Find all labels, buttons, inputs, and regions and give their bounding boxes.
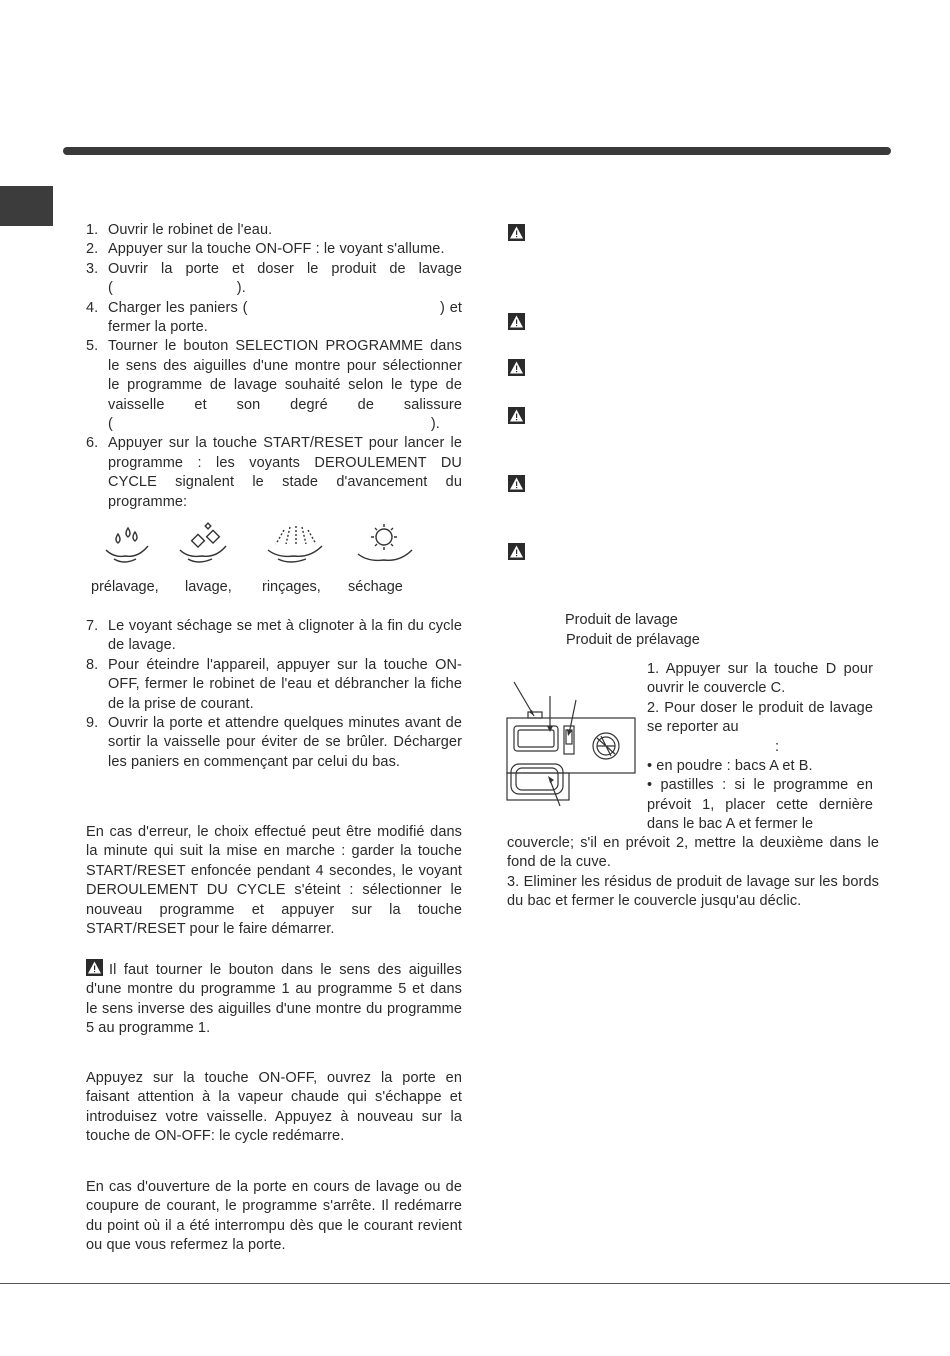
list-item: 3. Ouvrir la porte et doser le produit de lavage ( ). — [86, 260, 462, 297]
list-item: 2. Appuyer sur la touche ON-OFF : le voyant s'allume. — [86, 241, 445, 258]
list-item: 5. Tourner le bouton SELECTION PROGRAMME dans le sens des aiguilles d'une montre pour sélectionner le programme de lavage souhaité selon le type de vaisselle et son degré de salissure ( ). — [86, 338, 462, 433]
language-tab — [0, 186, 53, 226]
dispenser-instructions-full: couvercle; s'il en prévoit 2, mettre la deuxième dans le fond de la cuve. 3. Eliminer les résidus de produit de lavage sur les bords du bac et fermer le couvercle jusqu'au déclic. — [507, 835, 879, 910]
onoff-paragraph: Appuyez sur la touche ON-OFF, ouvrez la porte en faisant attention à la vapeur chaude qui s'échappe et introduisez votre vaisselle. Appuyez à nouveau sur la touche de ON-OFF: le cycle redémarre. — [86, 1070, 462, 1145]
list-item: 1. Ouvrir le robinet de l'eau. — [86, 222, 273, 238]
prewash-drops-icon — [102, 522, 154, 568]
footer-rule — [0, 1283, 950, 1284]
wash-icon — [176, 522, 236, 568]
list-item: 8. Pour éteindre l'appareil, appuyer sur la touche ON-OFF, fermer le robinet de l'eau et débrancher la fiche de la prise de courant. — [86, 656, 462, 712]
header-rule — [63, 147, 891, 155]
cycle-icons-row — [96, 522, 436, 570]
warning-icon — [508, 224, 525, 241]
warning-icon — [508, 475, 525, 492]
warning-paragraph: Il faut tourner le bouton dans le sens des aiguilles d'une montre du programme 1 au programme 5 et dans le sens inverse des aiguilles d'une montre du programme 5 au programme 1. — [86, 959, 462, 1039]
dispenser-instructions-right: 1. Appuyer sur la touche D pour ouvrir le couvercle C. 2. Pour doser le produit de lavage se reporter au : • en poudre : bacs A et B. • pastilles : si le programme en prévoit 1, placer cette dernière dans le bac A et fermer le — [647, 661, 873, 833]
end-steps-list — [86, 617, 462, 772]
rinse-icon — [264, 522, 328, 568]
list-item: 9. Ouvrir la porte et attendre quelques minutes avant de sortir la vaisselle pour éviter de se brûler. Décharger les paniers en commençant par celui du bas. — [86, 715, 462, 770]
detergent-label-a: Produit de lavage — [565, 612, 678, 628]
warning-icon — [86, 959, 103, 976]
dispenser-diagram — [506, 676, 640, 808]
cycle-label: lavage, — [185, 579, 232, 595]
list-item: 7. Le voyant séchage se met à clignoter à la fin du cycle de lavage. — [86, 618, 462, 654]
cycle-label: prélavage, — [91, 579, 159, 595]
warning-icon — [508, 407, 525, 424]
cycle-label: rinçages, — [262, 579, 321, 595]
warning-icon — [508, 359, 525, 376]
error-paragraph: En cas d'erreur, le choix effectué peut être modifié dans la minute qui suit la mise en marche : garder la touche START/RESET enfoncée pendant 4 secondes, le voyant DEROULEMENT DU CYCLE s'éteint : sélectionner le nouveau programme et appuyer sur la touche START/RESET pour le faire démarrer. — [86, 824, 462, 938]
interrupt-paragraph: En cas d'ouverture de la porte en cours de lavage ou de coupure de courant, le programme s'arrête. Il redémarre du point où il a été interrompu dès que le courant revient ou que vous refermez la porte. — [86, 1179, 462, 1254]
list-item: 6. Appuyer sur la touche START/RESET pour lancer le programme : les voyants DEROULEMENT DU CYCLE signalent le stade d'avancement du programme: — [86, 435, 462, 510]
start-steps-list — [86, 221, 462, 512]
warning-icon — [508, 313, 525, 330]
warning-icon — [508, 543, 525, 560]
detergent-label-b: Produit de prélavage — [566, 632, 700, 648]
list-item: 4. Charger les paniers ( ) et fermer la porte. — [86, 299, 462, 336]
dry-sun-icon — [352, 522, 416, 568]
cycle-label: séchage — [348, 579, 403, 595]
